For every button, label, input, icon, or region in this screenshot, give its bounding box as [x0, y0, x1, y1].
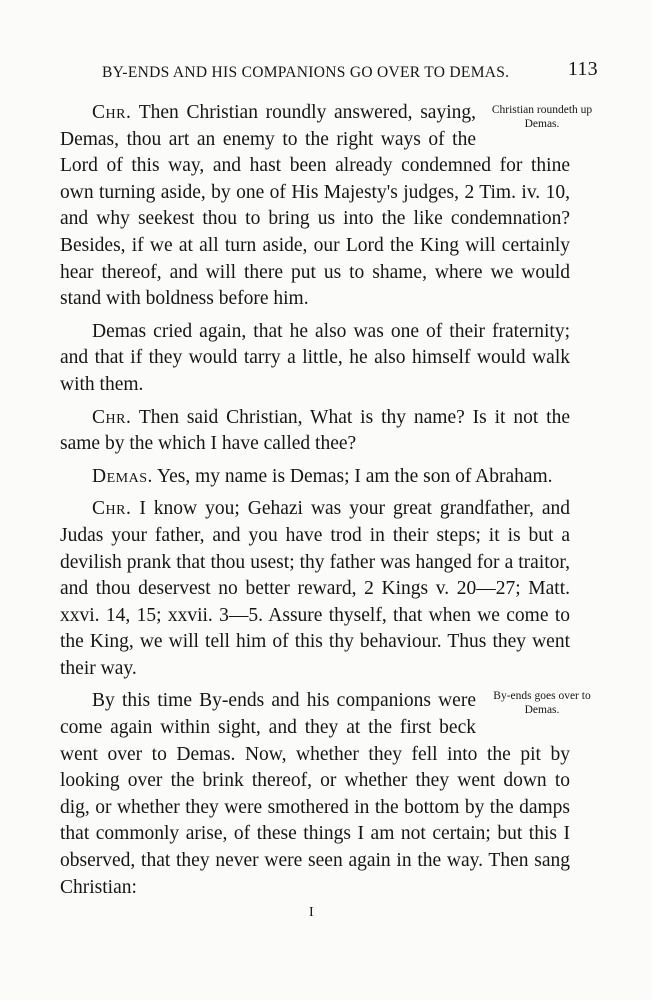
- paragraph-text: Yes, my name is Demas; I am the son of Abraham.: [157, 465, 553, 487]
- page-number: 113: [567, 58, 598, 80]
- paragraph-text: By this time By-ends and his companions were come again within sight, and they at the first beck went over to Demas. Now, whether they fell into the pit by looking over the brink thereof, or whether they went down to dig, or whether they were smothered in the bottom by the damps that commonly arise, of these things I am not certain; but this I observed, that they never were seen again in the way. Then sang Christian:: [60, 690, 570, 898]
- margin-note-christian: Christian roundeth up Demas.: [491, 104, 593, 130]
- paragraph-text: I know you; Gehazi was your great grandfather, and Judas your father, and you have trod in their steps; it is but a devilish prank that thou usest; thy father was hanged for a traitor, and thou deservest no better reward, 2 Kings v. 20—27; Matt. xxvi. 14, 15; xxvii. 3—5. Assure thyself, that when we come to the King, we will tell him of this thy behaviour. Thus they went their way.: [60, 498, 570, 679]
- paragraph-2: [60, 319, 570, 399]
- speaker-label: Chr.: [92, 406, 132, 428]
- speaker-label: Chr.: [92, 498, 132, 520]
- paragraph-4: [60, 464, 570, 491]
- paragraph-5: [60, 496, 570, 682]
- speaker-label: Chr.: [92, 102, 132, 123]
- paragraph-6: [60, 688, 591, 901]
- paragraph-text: Then Christian roundly answered, saying, Demas, thou art an enemy to the right ways of the Lord of this way, and hast been already condemned for thine own turning aside, by one of His Majesty's judges, 2 Tim. iv. 10, and why seekest thou to bring us into the like condemnation? Besides, if we at all turn aside, our Lord the King will certainly hear thereof, and will there put us to shame, where we would stand with boldness before him.: [60, 102, 570, 310]
- paragraph-3: [60, 405, 570, 458]
- page-body: [60, 100, 593, 907]
- paragraph-text: Demas cried again, that he also was one of their fraternity; and that if they would tarry a little, he also himself would walk with them.: [60, 320, 570, 395]
- paragraph-1: [60, 100, 593, 313]
- paragraph-text: Then said Christian, What is thy name? Is it not the same by the which I have called thee?: [60, 406, 570, 455]
- signature-mark: I: [309, 905, 314, 920]
- speaker-label: Demas.: [92, 465, 153, 487]
- running-title: BY-ENDS AND HIS COMPANIONS GO OVER TO DEMAS.: [102, 64, 510, 81]
- margin-note-byends: By-ends goes over to Demas.: [493, 690, 591, 716]
